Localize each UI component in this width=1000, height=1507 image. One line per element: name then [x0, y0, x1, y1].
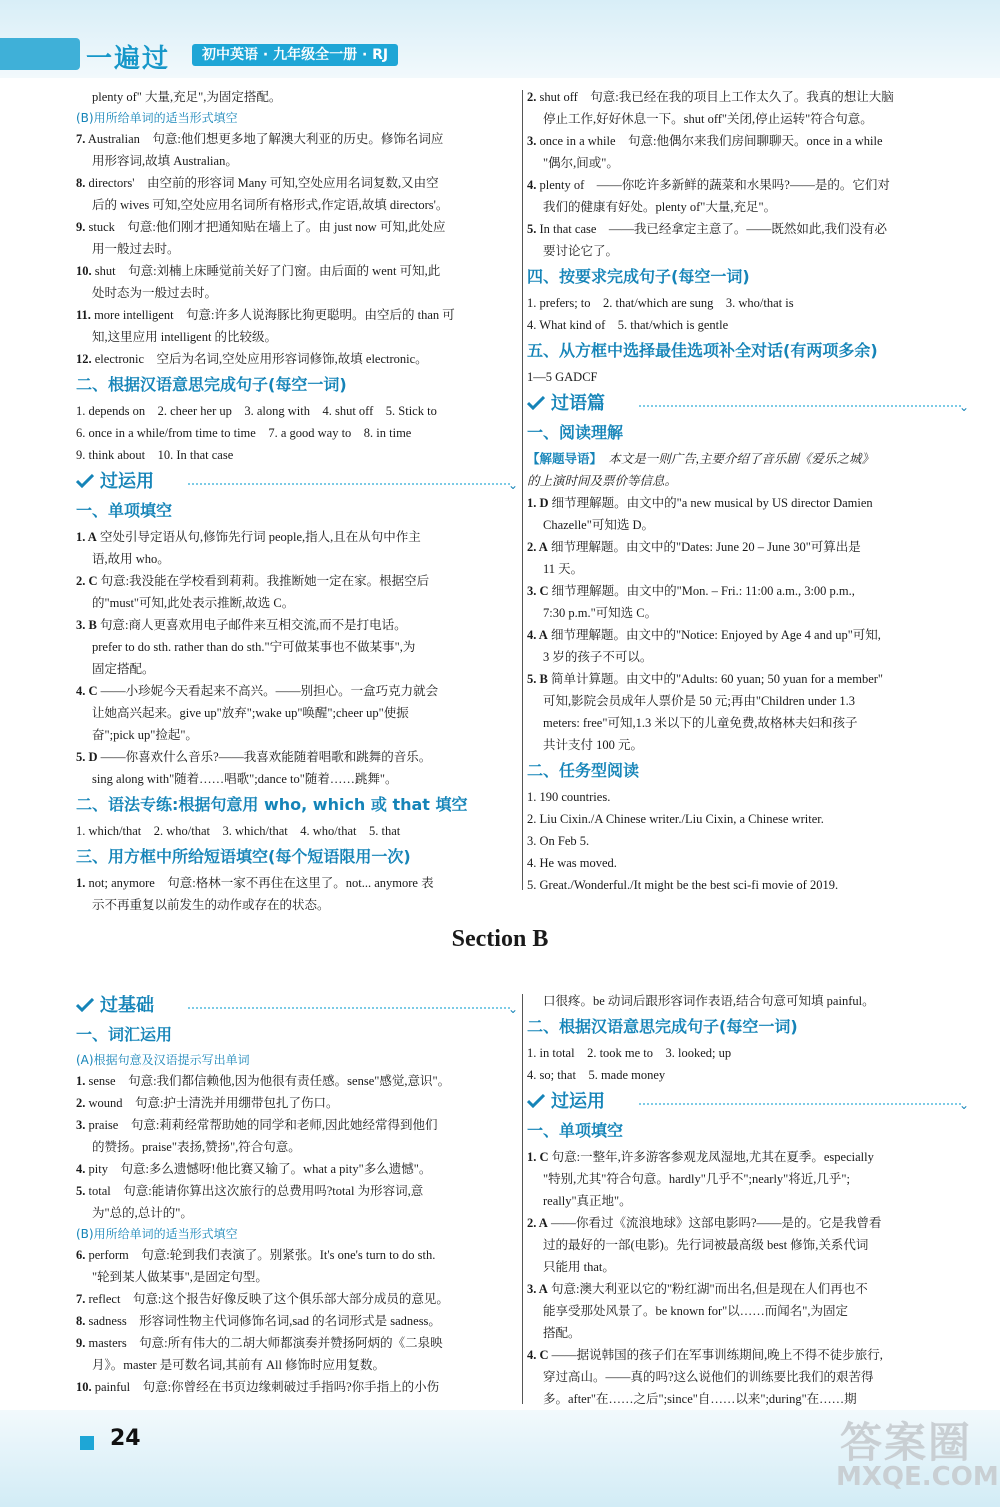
- answer-continuation: 能享受那处风景了。be known for"以……而闻名",为固定: [543, 1304, 848, 1318]
- answer-item: [527, 1212, 969, 1234]
- left-bottom-column: [76, 990, 518, 1398]
- answer-text: ——你喜欢什么音乐?——我喜欢能随着唱歌和跳舞的音乐。: [100, 750, 432, 764]
- answer-text: shut off 句意:我已经在我的项目上工作太久了。我真的想让大脑: [539, 90, 894, 104]
- answer-number: 5. D: [76, 750, 98, 764]
- answer-item: [76, 1114, 518, 1136]
- answer-continuation: 用形容词,故填 Australian。: [92, 154, 238, 168]
- answer-text: perform 句意:轮到我们表演了。别紧张。It's one's turn to do sth.: [88, 1248, 436, 1262]
- answer-number: 2. A: [527, 1216, 548, 1230]
- answer-item: [527, 1146, 969, 1168]
- answer-number: 1. D: [527, 496, 549, 510]
- book-tag: 初中英语 · 九年级全一册 · RJ: [192, 44, 398, 66]
- section-heading: 一、词汇运用: [76, 1025, 173, 1044]
- answer-number: 7.: [76, 1292, 86, 1306]
- answer-item: [76, 872, 518, 894]
- answer-number: 4. A: [527, 628, 548, 642]
- answer-continuation: 穿过高山。——真的吗?这么说他们的训练要比我们的艰苦得: [543, 1370, 874, 1384]
- answer-item: [76, 1310, 518, 1332]
- answer-text: total 句意:能请你算出这次旅行的总费用吗?total 为形容词,意: [88, 1184, 424, 1198]
- answer-item: [76, 1288, 518, 1310]
- answer-text: 细节理解题。由文中的"Notice: Enjoyed by Age 4 and up"可知,: [550, 628, 881, 642]
- answer-text: pity 句意:多么遗憾呀!他比赛又输了。what a pity"多么遗憾"。: [88, 1162, 432, 1176]
- answer-item: [527, 536, 969, 558]
- answer-continuation: Chazelle"可知选 D。: [543, 518, 654, 532]
- answer-item: [76, 1092, 518, 1114]
- answer-item: [527, 1344, 969, 1366]
- part-header: [76, 468, 518, 496]
- answer-item: [76, 348, 518, 370]
- section-heading: 四、按要求完成句子(每空一词): [527, 267, 750, 286]
- answer-row: 1. depends on 2. cheer her up 3. along with 4. shut off 5. Stick to: [76, 404, 437, 418]
- answer-number: 6.: [76, 1248, 86, 1262]
- answer-number: 3.: [76, 1118, 86, 1132]
- answer-continuation: 示不再重复以前发生的动作或存在的状态。: [92, 898, 330, 912]
- answer-text: 细节理解题。由文中的"a new musical by US director Damien: [551, 496, 873, 510]
- answer-continuation: 搭配。: [543, 1326, 581, 1340]
- section-heading: 二、根据汉语意思完成句子(每空一词): [76, 375, 347, 394]
- answer-continuation: 7:30 p.m."可知选 C。: [543, 606, 658, 620]
- answer-item: [527, 668, 969, 690]
- answer-text: ——你看过《流浪地球》这部电影吗?——是的。它是我曾看: [550, 1216, 882, 1230]
- dotted-rule: [188, 1007, 510, 1009]
- dotted-rule: [639, 405, 961, 407]
- sub-heading: (B)用所给单词的适当形式填空: [76, 111, 238, 125]
- answer-row: 3. On Feb 5.: [527, 834, 590, 848]
- answer-item: [76, 1180, 518, 1202]
- sub-heading: (B)用所给单词的适当形式填空: [76, 1227, 238, 1241]
- section-heading: 五、从方框中选择最佳选项补全对话(有两项多余): [527, 341, 878, 360]
- answer-number: 2.: [527, 90, 537, 104]
- answer-row: 1. prefers; to 2. that/which are sung 3. who/that is: [527, 296, 794, 310]
- answer-continuation: "偶尔,间或"。: [543, 156, 619, 170]
- part-title: 过基础: [100, 995, 154, 1016]
- answer-item: [527, 86, 969, 108]
- answer-number: 7.: [76, 132, 86, 146]
- left-top-column: [76, 86, 518, 916]
- answer-number: 4. C: [527, 1348, 549, 1362]
- answer-number: 3. A: [527, 1282, 548, 1296]
- answer-continuation: prefer to do sth. rather than do sth."宁可做某事也不做某事",为: [92, 640, 416, 654]
- answer-item: [76, 570, 518, 592]
- answer-item: [76, 1244, 518, 1266]
- answer-text: 句意:商人更喜欢用电子邮件来互相交流,而不是打电话。: [99, 618, 407, 632]
- answer-text: once in a while 句意:他偶尔来我们房间聊聊天。once in a while: [539, 134, 883, 148]
- answer-row: 1. in total 2. took me to 3. looked; up: [527, 1046, 732, 1060]
- answer-number: 2.: [76, 1096, 86, 1110]
- page-marker: [80, 1436, 94, 1450]
- answer-continuation: 为"总的,总计的"。: [92, 1206, 193, 1220]
- answer-continuation: 奋";pick up"捡起"。: [92, 728, 198, 742]
- chevron-down-icon: ⌄: [507, 1002, 518, 1016]
- check-mark-icon: [527, 396, 545, 410]
- answer-continuation: 月》。master 是可数名词,其前有 All 修饰时应用复数。: [92, 1358, 386, 1372]
- section-heading: 一、单项填空: [527, 1121, 624, 1140]
- chevron-down-icon: ⌄: [507, 478, 518, 492]
- answer-text: masters 句意:所有伟大的二胡大师都演奏并赞扬阿炳的《二泉映: [88, 1336, 443, 1350]
- answer-text: 句意:澳大利亚以它的"粉红湖"而出名,但是现在人们再也不: [550, 1282, 868, 1296]
- part-title: 过运用: [100, 471, 154, 492]
- answer-text: 细节理解题。由文中的"Dates: June 20 – June 30"可算出是: [550, 540, 861, 554]
- answer-row: 2. Liu Cixin./A Chinese writer./Liu Cixin, a Chinese writer.: [527, 812, 824, 826]
- answer-item: [527, 1278, 969, 1300]
- answer-item: [76, 172, 518, 194]
- page-number: 24: [110, 1426, 141, 1451]
- answer-continuation: 用一般过去时。: [92, 242, 180, 256]
- answer-item: [76, 1158, 518, 1180]
- answer-number: 2. A: [527, 540, 548, 554]
- section-heading: 一、阅读理解: [527, 423, 624, 442]
- answer-row: 4. He was moved.: [527, 856, 617, 870]
- answer-number: 1. A: [76, 530, 97, 544]
- answer-continuation: 11 天。: [543, 562, 584, 576]
- answer-number: 9.: [76, 1336, 86, 1350]
- answer-item: [76, 614, 518, 636]
- answer-number: 11.: [76, 308, 91, 322]
- answer-continuation: sing along with"随着……唱歌";dance to"随着……跳舞"。: [92, 772, 398, 786]
- answer-continuation: 过的最好的一部(电影)。先行词被最高级 best 修饰,关系代词: [543, 1238, 869, 1252]
- answer-item: [76, 216, 518, 238]
- answer-continuation: 的赞扬。praise"表扬,赞扬",符合句意。: [92, 1140, 301, 1154]
- answer-text: 句意:我没能在学校看到莉莉。我推断她一定在家。根据空后: [100, 574, 430, 588]
- answer-text: stuck 句意:他们刚才把通知贴在墙上了。由 just now 可知,此处应: [88, 220, 446, 234]
- answer-text: In that case ——我已经拿定主意了。——既然如此,我们没有必: [539, 222, 888, 236]
- chevron-down-icon: ⌄: [958, 1098, 969, 1112]
- answer-number: 4. C: [76, 684, 98, 698]
- answer-text: more intelligent 句意:许多人说海豚比狗更聪明。由空后的 than 可: [94, 308, 455, 322]
- dotted-rule: [188, 483, 510, 485]
- answer-item: [527, 492, 969, 514]
- part-title: 过运用: [551, 1091, 605, 1112]
- answer-text: 简单计算题。由文中的"Adults: 60 yuan; 50 yuan for a member": [550, 672, 884, 686]
- guide-text: 本文是一则广告,主要介绍了音乐剧《爱乐之城》: [608, 452, 874, 466]
- answer-row: 1. which/that 2. who/that 3. which/that 4. who/that 5. that: [76, 824, 401, 838]
- answer-continuation: 让她高兴起来。give up"放弃";wake up"唤醒";cheer up"使振: [92, 706, 409, 720]
- answer-text: directors' 由空前的形容词 Many 可知,空处应用名词复数,又由空: [88, 176, 439, 190]
- answer-number: 1.: [76, 1074, 86, 1088]
- answer-number: 3. C: [527, 584, 549, 598]
- answer-number: 1.: [76, 876, 86, 890]
- answer-text: praise 句意:莉莉经常帮助她的同学和老师,因此她经常得到他们: [88, 1118, 438, 1132]
- chevron-down-icon: ⌄: [958, 400, 969, 414]
- part-title: 过语篇: [551, 393, 605, 414]
- answer-continuation: 语,故用 who。: [92, 552, 170, 566]
- answer-number: 9.: [76, 220, 86, 234]
- answer-continuation: 要讨论它了。: [543, 244, 619, 258]
- answer-item: [76, 128, 518, 150]
- answer-continuation: 固定搭配。: [92, 662, 155, 676]
- answer-item: [76, 746, 518, 768]
- answer-item: [527, 174, 969, 196]
- answer-row: 5. Great./Wonderful./It might be the best sci-fi movie of 2019.: [527, 878, 839, 892]
- answer-number: 12.: [76, 352, 92, 366]
- answer-continuation: meters: free"可知,1.3 米以下的儿童免费,故格林夫妇和孩子: [543, 716, 858, 730]
- answer-text: sense 句意:我们都信赖他,因为他很有责任感。sense"感觉,意识"。: [88, 1074, 451, 1088]
- part-header: [76, 992, 518, 1020]
- answer-number: 8.: [76, 176, 86, 190]
- guide-label: 【解题导语】: [527, 452, 596, 466]
- sub-heading: (A)根据句意及汉语提示写出单词: [76, 1053, 250, 1067]
- dotted-rule: [639, 1103, 961, 1105]
- answer-number: 2. C: [76, 574, 98, 588]
- check-mark-icon: [527, 1094, 545, 1108]
- answer-text: electronic 空后为名词,空处应用形容词修饰,故填 electronic。: [94, 352, 428, 366]
- answer-continuation: 处时态为一般过去时。: [92, 286, 218, 300]
- answer-item: [527, 624, 969, 646]
- answer-text: ——据说韩国的孩子们在军事训练期间,晚上不得不徒步旅行,: [551, 1348, 883, 1362]
- answer-row: 4. What kind of 5. that/which is gentle: [527, 318, 729, 332]
- answer-row: 6. once in a while/from time to time 7. a good way to 8. in time: [76, 426, 412, 440]
- answer-text: Australian 句意:他们想更多地了解澳大利亚的历史。修饰名词应: [87, 132, 444, 146]
- text-line: plenty of" 大量,充足",为固定搭配。: [92, 90, 282, 104]
- answer-continuation: really"真正地"。: [543, 1194, 632, 1208]
- answer-continuation: 多。after"在……之后";since"自……以来";during"在……期: [543, 1392, 857, 1406]
- answer-item: [76, 304, 518, 326]
- answer-number: 5. B: [527, 672, 548, 686]
- answer-text: plenty of ——你吃许多新鲜的蔬菜和水果吗?——是的。它们对: [539, 178, 890, 192]
- answer-item: [76, 1332, 518, 1354]
- answer-text: shut 句意:刘楠上床睡觉前关好了门窗。由后面的 went 可知,此: [94, 264, 441, 278]
- guide-continuation: 的上演时间及票价等信息。: [527, 474, 678, 488]
- watermark-logo: 答案圈: [840, 1418, 973, 1467]
- answer-number: 1. C: [527, 1150, 549, 1164]
- answer-text: sadness 形容词性物主代词修饰名词,sad 的名词形式是 sadness。: [88, 1314, 441, 1328]
- answer-continuation: 3 岁的孩子不可以。: [543, 650, 653, 664]
- column-divider-top: [522, 90, 523, 890]
- answer-number: 4.: [527, 178, 537, 192]
- right-bottom-column: [527, 990, 969, 1410]
- section-title: Section B: [451, 926, 549, 952]
- watermark-url: MXQE.COM: [836, 1462, 999, 1492]
- answer-text: wound 句意:护士清洗并用绷带包扎了伤口。: [88, 1096, 339, 1110]
- answer-item: [76, 680, 518, 702]
- column-divider-bottom: [522, 994, 523, 1404]
- check-mark-icon: [76, 474, 94, 488]
- answer-continuation: 后的 wives 可知,空处应用名词所有格形式,作定语,故填 directors'。: [92, 198, 449, 212]
- answer-item: [527, 218, 969, 240]
- answer-continuation: "轮到某人做某事",是固定句型。: [92, 1270, 268, 1284]
- answer-item: [527, 580, 969, 602]
- answer-continuation: 的"must"可知,此处表示推断,故选 C。: [92, 596, 295, 610]
- answer-number: 8.: [76, 1314, 86, 1328]
- answer-continuation: 可知,影院会员成年人票价是 50 元;再由"Children under 1.3: [543, 694, 856, 708]
- answer-number: 5.: [527, 222, 537, 236]
- answer-continuation: 只能用 that。: [543, 1260, 615, 1274]
- check-mark-icon: [76, 998, 94, 1012]
- answer-row: 9. think about 10. In that case: [76, 448, 234, 462]
- section-heading: 三、用方框中所给短语填空(每个短语限用一次): [76, 847, 411, 866]
- section-heading: 二、语法专练:根据句意用 who, which 或 that 填空: [76, 795, 468, 814]
- answer-item: [76, 1070, 518, 1092]
- answer-row: 4. so; that 5. made money: [527, 1068, 666, 1082]
- answer-item: [527, 130, 969, 152]
- answer-number: 5.: [76, 1184, 86, 1198]
- answer-text: reflect 句意:这个报告好像反映了这个俱乐部大部分成员的意见。: [88, 1292, 449, 1306]
- answer-item: [76, 526, 518, 548]
- logo-text: 一遍过: [86, 44, 171, 74]
- answer-number: 4.: [76, 1162, 86, 1176]
- answer-continuation: 停止工作,好好休息一下。shut off"关闭,停止运转"符合句意。: [543, 112, 873, 126]
- answer-item: [76, 260, 518, 282]
- guide-line: [527, 448, 969, 470]
- answer-text: 句意:一整年,许多游客参观龙凤湿地,尤其在夏季。especially: [551, 1150, 874, 1164]
- answer-continuation: 我们的健康有好处。plenty of"大量,充足"。: [543, 200, 777, 214]
- answer-number: 3. B: [76, 618, 97, 632]
- answer-continuation: 共计支付 100 元。: [543, 738, 644, 752]
- answer-item: [76, 1376, 518, 1398]
- answer-text: 细节理解题。由文中的"Mon. – Fri.: 11:00 a.m., 3:00 p.m.,: [551, 584, 855, 598]
- answer-number: 10.: [76, 1380, 92, 1394]
- answer-row: 1. 190 countries.: [527, 790, 611, 804]
- logo-mark: [0, 38, 80, 70]
- answer-text: not; anymore 句意:格林一家不再住在这里了。not... anymore 表: [88, 876, 434, 890]
- answer-continuation: "特别,尤其"符合句意。hardly"几乎不";nearly"将近,几乎";: [543, 1172, 850, 1186]
- right-top-column: [527, 86, 969, 896]
- answer-continuation: 知,这里应用 intelligent 的比较级。: [92, 330, 278, 344]
- answer-text: painful 句意:你曾经在书页边缘刺破过手指吗?你手指上的小伤: [94, 1380, 440, 1394]
- answer-row: 1—5 GADCF: [527, 370, 598, 384]
- answer-number: 10.: [76, 264, 92, 278]
- section-heading: 二、根据汉语意思完成句子(每空一词): [527, 1017, 798, 1036]
- answer-continuation: 口很疼。be 动词后跟形容词作表语,结合句意可知填 painful。: [543, 994, 875, 1008]
- section-heading: 一、单项填空: [76, 501, 173, 520]
- answer-text: 空处引导定语从句,修饰先行词 people,指人,且在从句中作主: [99, 530, 421, 544]
- answer-text: ——小珍妮今天看起来不高兴。——别担心。一盒巧克力就会: [100, 684, 439, 698]
- answer-number: 3.: [527, 134, 537, 148]
- part-header: [527, 390, 969, 418]
- section-heading: 二、任务型阅读: [527, 761, 640, 780]
- part-header: [527, 1088, 969, 1116]
